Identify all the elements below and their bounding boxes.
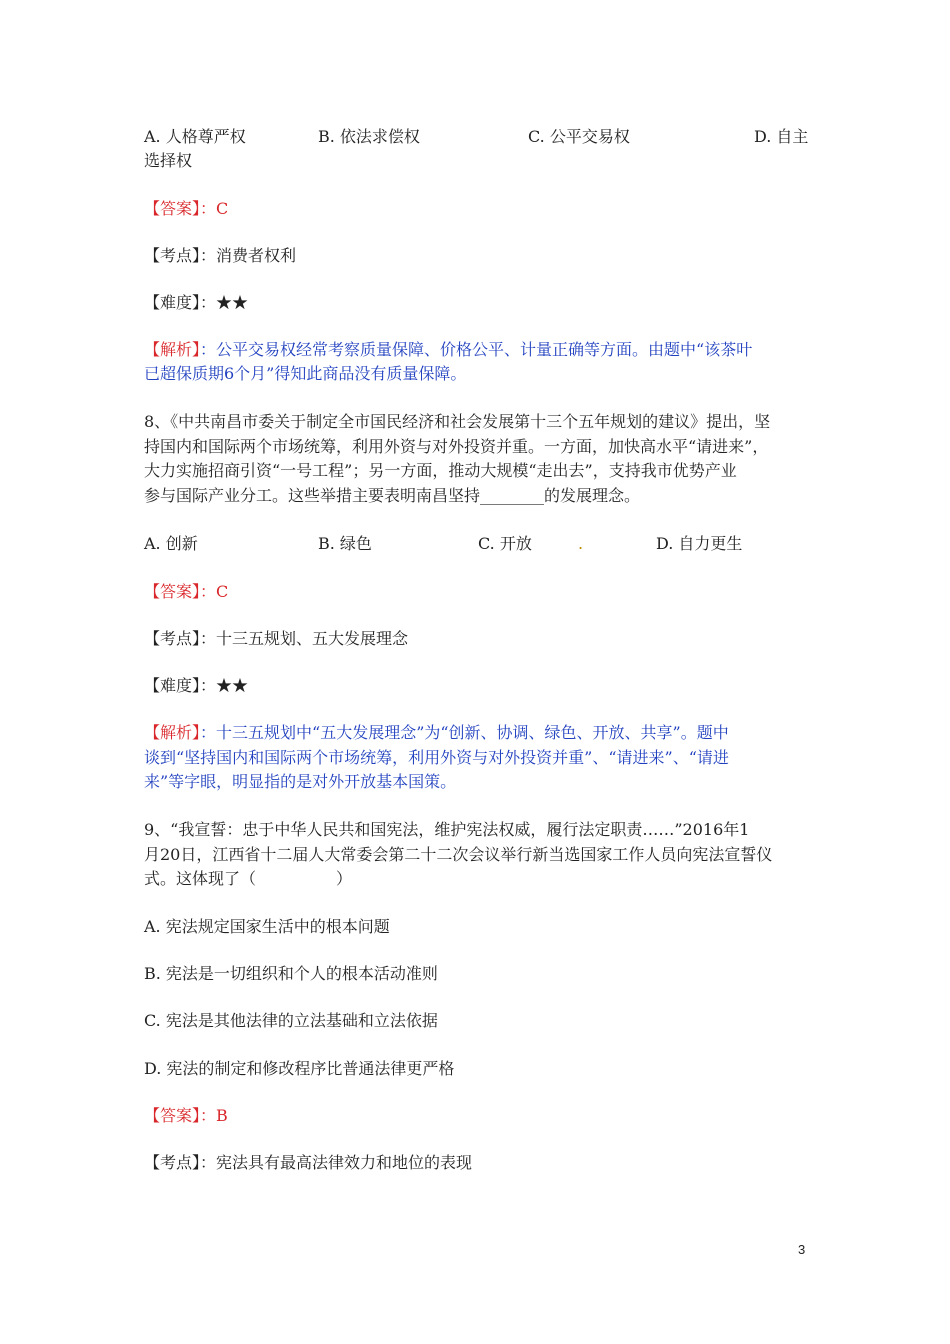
q7-option-a: A. 人格尊严权 <box>144 127 246 146</box>
answer-value: ：B <box>200 1106 228 1125</box>
kaodian-value: ：十三五规划、五大发展理念 <box>200 629 409 648</box>
nandu-tag: 【难度】 <box>144 293 201 312</box>
page-number: 3 <box>798 1242 806 1257</box>
jiexi-text: ：十三五规划中“五大发展理念”为“创新、协调、绿色、开放、共享”。题中 <box>200 723 729 742</box>
q9-stem-line-1: 9、“我宣誓：忠于中华人民共和国宪法，维护宪法权威，履行法定职责……”2016年1 <box>144 820 750 839</box>
nandu-stars: ：★★ <box>200 676 249 695</box>
jiexi-tag: 【解析】 <box>144 340 201 359</box>
q8-jiexi-line-2: 谈到“坚持国内和国际两个市场统筹，利用外资与对外投资并重”、“请进来”、“请进 <box>144 748 729 767</box>
answer-value: ：C <box>200 199 229 218</box>
q7-option-c: C. 公平交易权 <box>528 127 630 146</box>
q8-nandu <box>144 674 248 698</box>
q8-stem-line-2: 持国内和国际两个市场统筹，利用外资与对外投资并重。一方面，加快高水平“请进来”， <box>144 437 769 456</box>
q8-stem-line-3: 大力实施招商引资“一号工程”；另一方面，推动大规模“走出去”，支持我市优势产业 <box>144 461 737 480</box>
kaodian-tag: 【考点】 <box>144 246 201 265</box>
answer-tag: 【答案】 <box>144 199 201 218</box>
q8-answer <box>144 580 228 604</box>
q7-nandu <box>144 291 248 315</box>
q8-kaodian <box>144 627 408 651</box>
q9-option-d: D. 宪法的制定和修改程序比普通法律更严格 <box>144 1059 455 1078</box>
q9-option-c: C. 宪法是其他法律的立法基础和立法依据 <box>144 1011 438 1030</box>
answer-tag: 【答案】 <box>144 1106 201 1125</box>
answer-tag: 【答案】 <box>144 582 201 601</box>
q7-option-d: D. 自主 <box>754 127 809 146</box>
q8-option-b: B. 绿色 <box>318 534 372 553</box>
q9-stem-line-2: 月20日，江西省十二届人大常委会第二十二次会议举行新当选国家工作人员向宪法宣誓仪 <box>144 845 773 864</box>
kaodian-value: ：宪法具有最高法律效力和地位的表现 <box>200 1153 473 1172</box>
q8-jiexi-line-1 <box>144 721 729 745</box>
kaodian-tag: 【考点】 <box>144 629 201 648</box>
q7-jiexi-line-2: 已超保质期6个月”得知此商品没有质量保障。 <box>144 364 467 383</box>
kaodian-tag: 【考点】 <box>144 1153 201 1172</box>
q8-stem-line-1: 8、《中共南昌市委关于制定全市国民经济和社会发展第十三个五年规划的建议》提出，坚 <box>144 412 771 431</box>
q8-stem-line-4: 参与国际产业分工。这些举措主要表明南昌坚持________的发展理念。 <box>144 486 641 505</box>
q7-kaodian <box>144 244 296 268</box>
q7-answer <box>144 197 228 221</box>
jiexi-text: ：公平交易权经常考察质量保障、价格公平、计量正确等方面。由题中“该茶叶 <box>200 340 753 359</box>
stray-dot: . <box>578 534 584 553</box>
q7-jiexi-line-1 <box>144 338 752 362</box>
jiexi-tag: 【解析】 <box>144 723 201 742</box>
q8-option-a: A. 创新 <box>144 534 198 553</box>
q9-answer <box>144 1104 228 1128</box>
q7-option-d-wrap: 选择权 <box>144 151 193 170</box>
q9-kaodian <box>144 1151 472 1175</box>
kaodian-value: ：消费者权利 <box>200 246 297 265</box>
nandu-stars: ：★★ <box>200 293 249 312</box>
nandu-tag: 【难度】 <box>144 676 201 695</box>
q8-jiexi-line-3: 来”等字眼，明显指的是对外开放基本国策。 <box>144 772 457 791</box>
q9-stem-line-3: 式。这体现了（ ） <box>144 869 353 888</box>
q9-option-a: A. 宪法规定国家生活中的根本问题 <box>144 917 390 936</box>
q7-option-b: B. 依法求偿权 <box>318 127 420 146</box>
q8-option-c: C. 开放 <box>478 534 532 553</box>
answer-value: ：C <box>200 582 229 601</box>
q9-option-b: B. 宪法是一切组织和个人的根本活动准则 <box>144 964 438 983</box>
q8-option-d: D. 自力更生 <box>656 534 743 553</box>
